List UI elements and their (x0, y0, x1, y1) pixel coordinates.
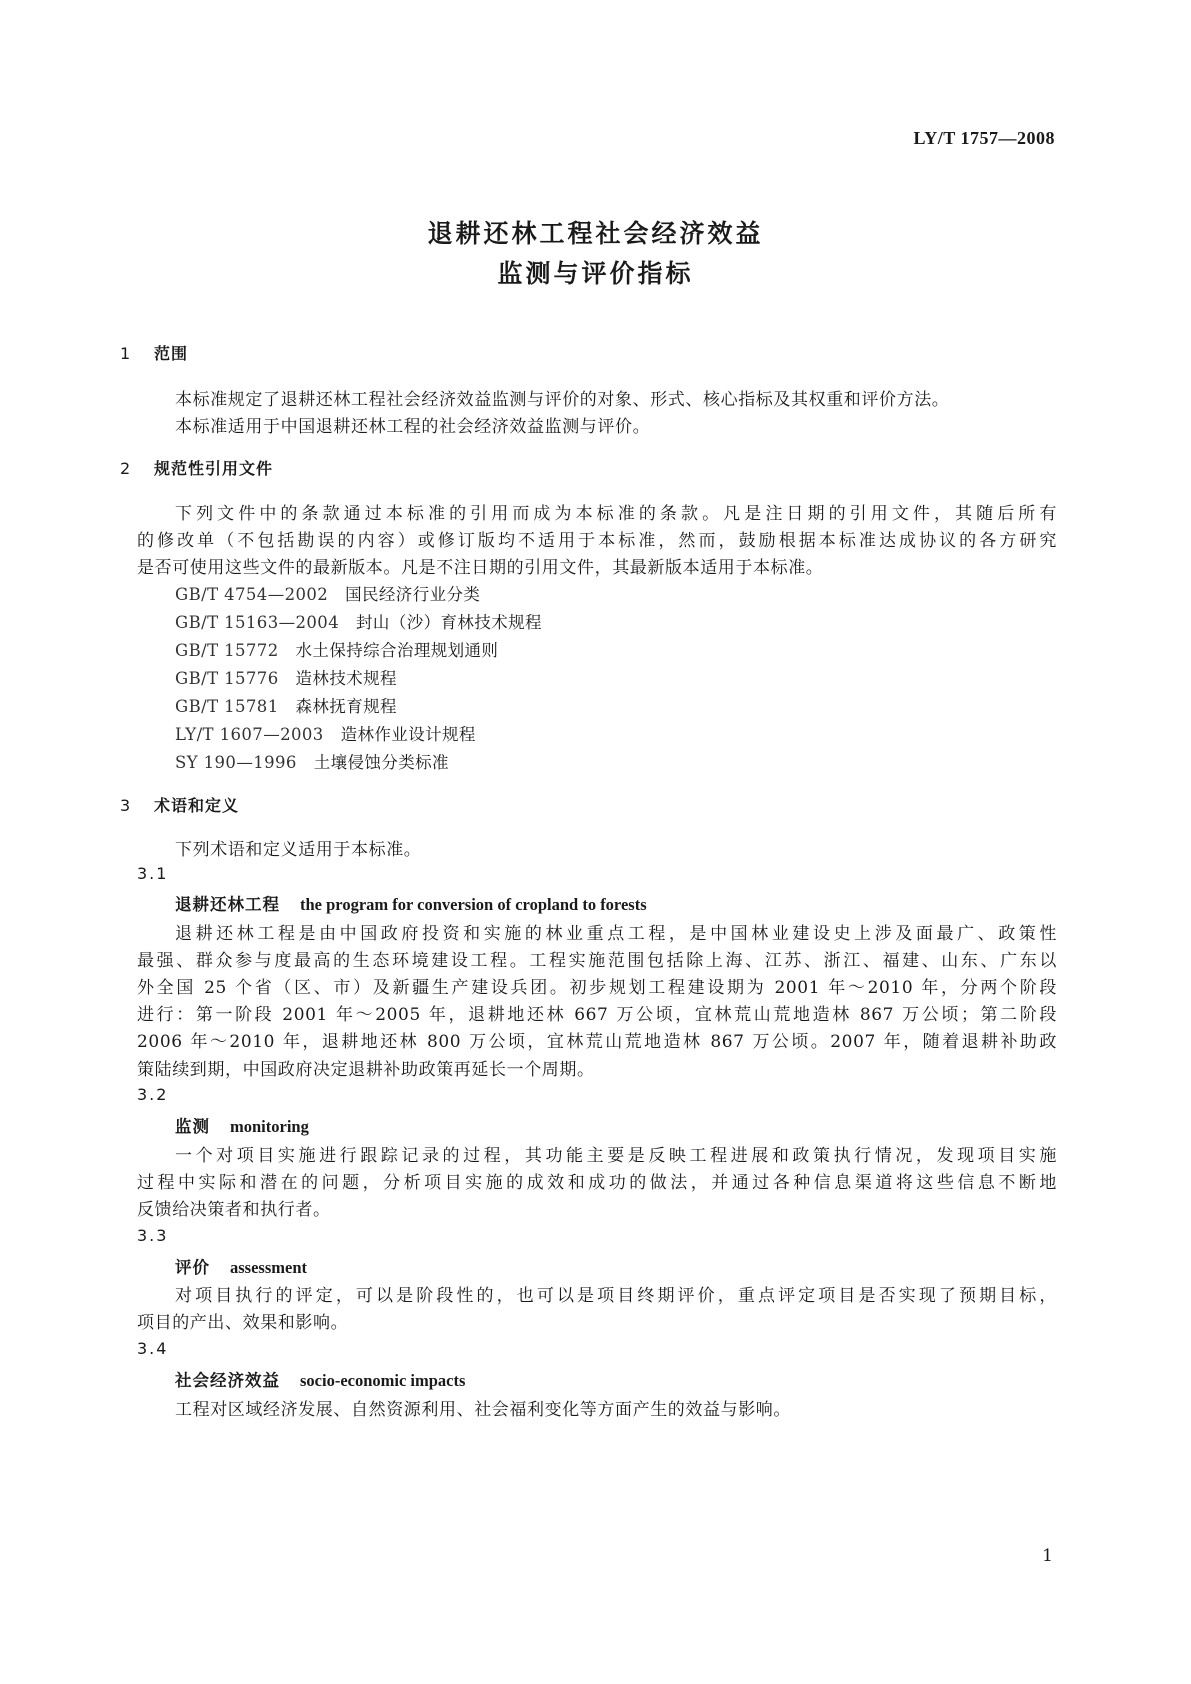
reference-code: GB/T 15163—2004 (175, 613, 340, 632)
paragraph-line: 退耕还林工程是由中国政府投资和实施的林业重点工程，是中国林业建设史上涉及面最广、政策性 (175, 924, 1057, 944)
section-number: 1 (120, 344, 132, 363)
reference-title: 封山（沙）育林技术规程 (356, 613, 542, 632)
document-title-line-2: 监测与评价指标 (497, 259, 694, 288)
clause-number: 3.3 (137, 1226, 169, 1245)
reference-item (175, 637, 498, 661)
section-heading-terms-and-definitions (120, 793, 239, 816)
term-zh: 评价 (175, 1258, 210, 1277)
paragraph-line: 2006 年～2010 年，退耕地还林 800 万公顷，宜林荒山荒地造林 867 万公顷。2007 年，随着退耕补助政 (137, 1032, 1057, 1052)
reference-item (175, 609, 542, 633)
document-title-line-1: 退耕还林工程社会经济效益 (427, 219, 764, 248)
reference-title: 造林作业设计规程 (340, 725, 476, 744)
reference-item (175, 665, 397, 689)
term-zh: 退耕还林工程 (175, 895, 280, 914)
paragraph-line: 反馈给决策者和执行者。 (137, 1200, 331, 1220)
reference-code: GB/T 4754—2002 (175, 585, 329, 604)
term-zh: 监测 (175, 1117, 210, 1136)
section-title: 规范性引用文件 (154, 459, 274, 478)
section-heading-scope (120, 341, 188, 364)
term-en: the program for conversion of cropland to forests (300, 895, 647, 914)
reference-item (175, 693, 397, 717)
paragraph-line: 下列文件中的条款通过本标准的引用而成为本标准的条款。凡是注日期的引用文件，其随后所有 (175, 504, 1057, 524)
clause-number: 3.4 (137, 1339, 169, 1358)
reference-item (175, 749, 449, 773)
paragraph-line: 是否可使用这些文件的最新版本。凡是不注日期的引用文件，其最新版本适用于本标准。 (137, 558, 824, 578)
section-title: 范围 (154, 344, 189, 363)
clause-number: 3.1 (137, 864, 169, 883)
term-heading (175, 1254, 307, 1278)
paragraph-line: 最强、群众参与度最高的生态环境建设工程。工程实施范围包括除上海、江苏、浙江、福建、山东、广东以 (137, 951, 1057, 971)
reference-item (175, 581, 480, 605)
paragraph-line: 工程对区域经济发展、自然资源利用、社会福利变化等方面产生的效益与影响。 (175, 1400, 791, 1420)
reference-title: 土壤侵蚀分类标准 (313, 753, 449, 772)
term-heading (175, 891, 647, 915)
paragraph-line: 对项目执行的评定，可以是阶段性的，也可以是项目终期评价，重点评定项目是否实现了预期目标， (175, 1286, 1057, 1306)
standard-code: LY/T 1757—2008 (913, 128, 1055, 148)
reference-code: GB/T 15781 (175, 697, 279, 716)
section-number: 3 (120, 796, 132, 815)
paragraph-line: 策陆续到期，中国政府决定退耕补助政策再延长一个周期。 (137, 1060, 595, 1080)
reference-code: GB/T 15776 (175, 669, 279, 688)
term-en: monitoring (230, 1117, 309, 1136)
term-en: assessment (230, 1258, 307, 1277)
term-zh: 社会经济效益 (175, 1371, 280, 1390)
section-heading-normative-references (120, 456, 273, 479)
paragraph-line: 项目的产出、效果和影响。 (137, 1313, 349, 1333)
reference-code: SY 190—1996 (175, 753, 297, 772)
term-heading (175, 1367, 465, 1391)
paragraph: 本标准适用于中国退耕还林工程的社会经济效益监测与评价。 (175, 417, 651, 437)
paragraph: 下列术语和定义适用于本标准。 (175, 840, 422, 860)
reference-title: 水土保持综合治理规划通则 (295, 641, 499, 660)
clause-number: 3.2 (137, 1085, 169, 1104)
reference-code: GB/T 15772 (175, 641, 279, 660)
paragraph-line: 过程中实际和潜在的问题，分析项目实施的成效和成功的做法，并通过各种信息渠道将这些信息不断地 (137, 1173, 1057, 1193)
page-number: 1 (1042, 1546, 1053, 1566)
reference-title: 国民经济行业分类 (345, 585, 481, 604)
reference-code: LY/T 1607—2003 (175, 725, 324, 744)
paragraph: 本标准规定了退耕还林工程社会经济效益监测与评价的对象、形式、核心指标及其权重和评价方法。 (175, 390, 950, 410)
paragraph-line: 的修改单（不包括勘误的内容）或修订版均不适用于本标准，然而，鼓励根据本标准达成协议的各方研究 (137, 531, 1057, 551)
section-number: 2 (120, 459, 132, 478)
reference-item (175, 721, 476, 745)
reference-title: 森林抚育规程 (295, 697, 397, 716)
section-title: 术语和定义 (154, 796, 240, 815)
term-en: socio-economic impacts (300, 1371, 466, 1390)
paragraph-line: 一个对项目实施进行跟踪记录的过程，其功能主要是反映工程进展和政策执行情况，发现项目实施 (175, 1146, 1057, 1166)
reference-title: 造林技术规程 (295, 669, 397, 688)
paragraph-line: 进行：第一阶段 2001 年～2005 年，退耕地还林 667 万公顷，宜林荒山荒地造林 867 万公顷；第二阶段 (137, 1005, 1057, 1025)
term-heading (175, 1113, 309, 1137)
paragraph-line: 外全国 25 个省（区、市）及新疆生产建设兵团。初步规划工程建设期为 2001 年～2010 年，分两个阶段 (137, 978, 1057, 998)
